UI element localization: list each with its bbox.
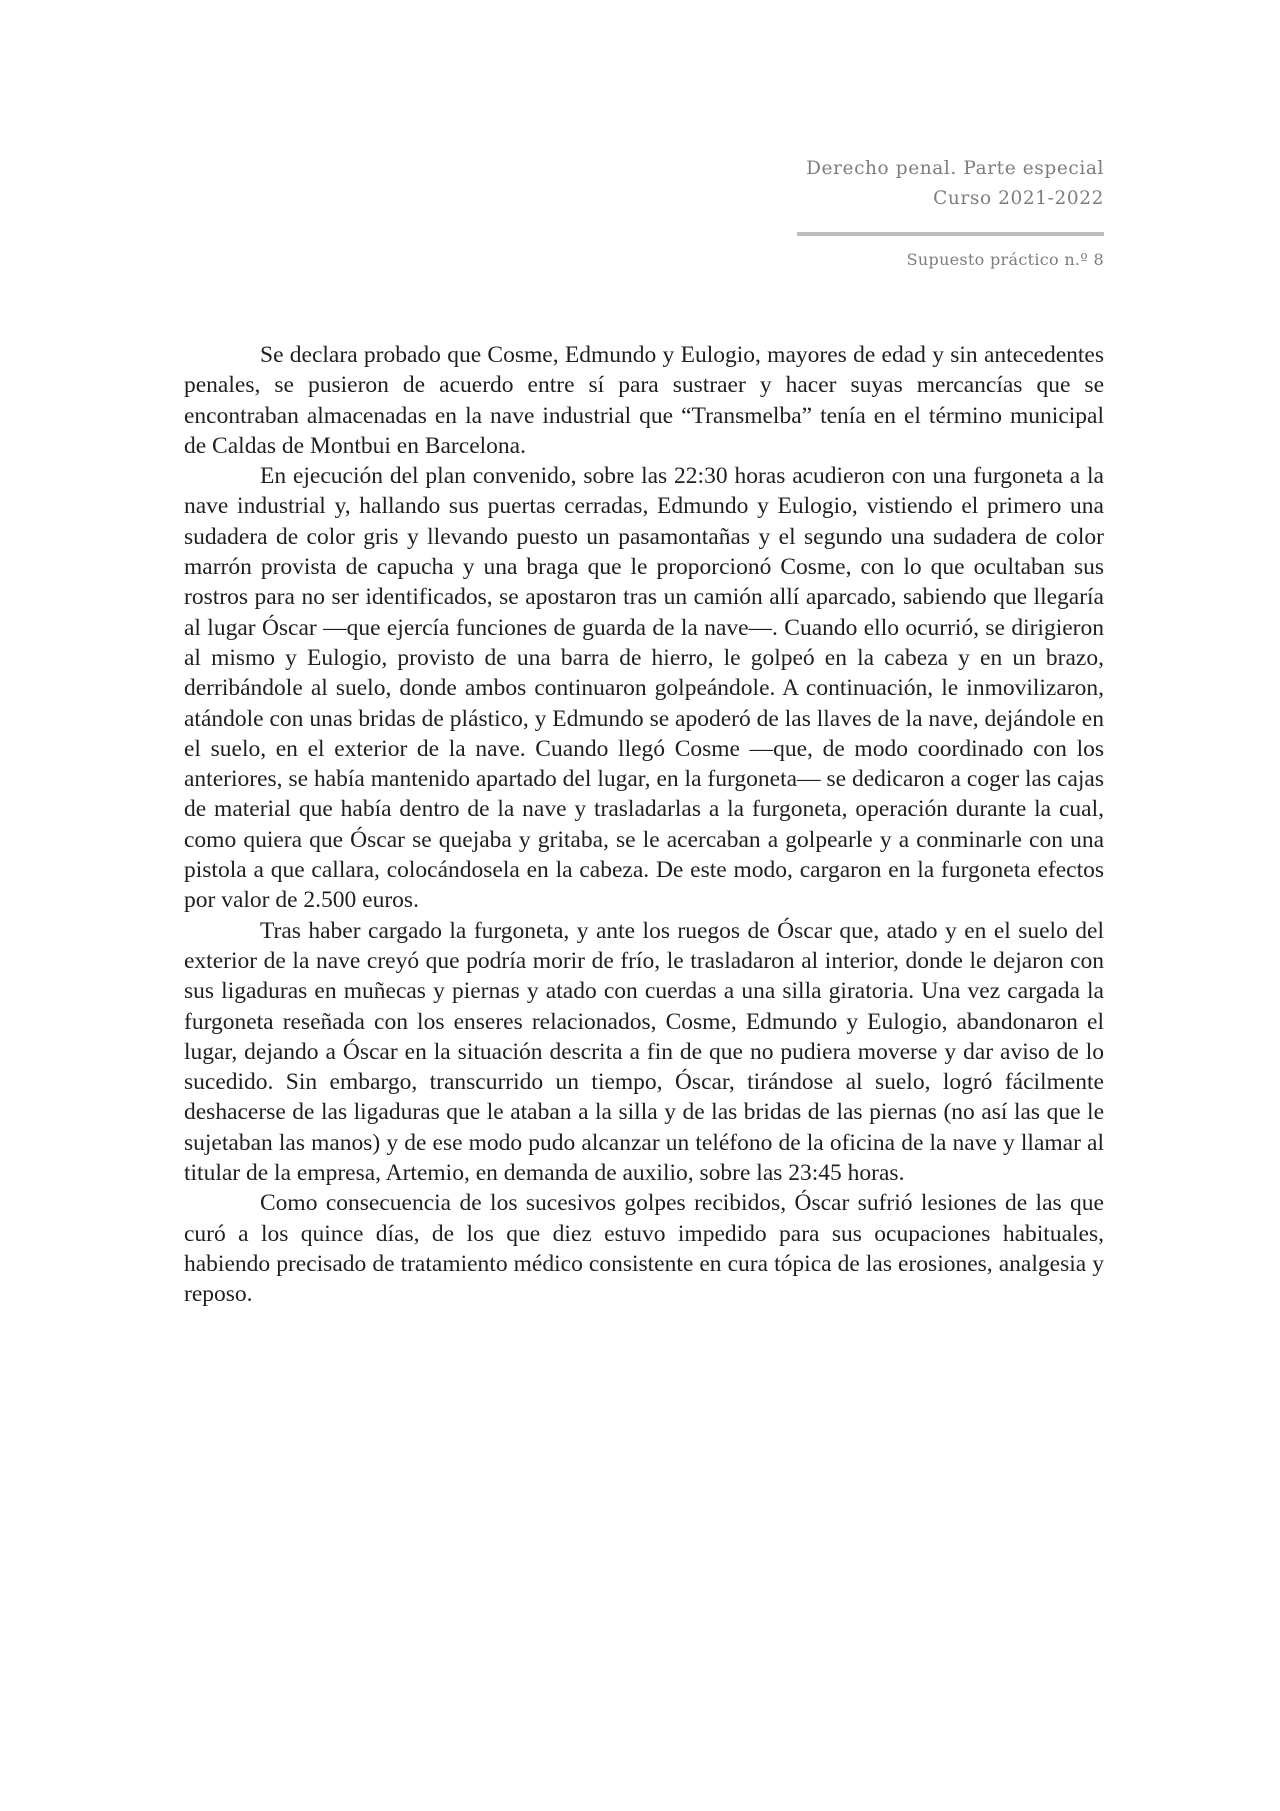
document-body	[184, 340, 1104, 1310]
paragraph: Tras haber cargado la furgoneta, y ante los ruegos de Óscar que, atado y en el suelo del exterior de la nave creyó que podría morir de frío, le trasladaron al interior, donde le dejaron con sus ligaduras en muñecas y piernas y atado con cuerdas a una silla giratoria. Una vez cargada la furgoneta reseñada con los enseres relacionados, Cosme, Edmundo y Eulogio, abandonaron el lugar, dejando a Óscar en la situación descrita a fin de que no pudiera moverse y dar aviso de lo sucedido. Sin embargo, transcurrido un tiempo, Óscar, tirándose al suelo, logró fácilmente deshacerse de las ligaduras que le ataban a la silla y de las bridas de las piernas (no así las que le sujetaban las manos) y de ese modo pudo alcanzar un teléfono de la oficina de la nave y llamar al titular de la empresa, Artemio, en demanda de auxilio, sobre las 23:45 horas.	[184, 917, 1104, 1187]
paragraph: En ejecución del plan convenido, sobre las 22:30 horas acudieron con una furgoneta a la nave industrial y, hallando sus puertas cerradas, Edmundo y Eulogio, vistiendo el primero una sudadera de color gris y llevando puesto un pasamontañas y el segundo una sudadera de color marrón provista de capucha y una braga que le proporcionó Cosme, con lo que ocultaban sus rostros para no ser identificados, se apostaron tras un camión allí aparcado, sabiendo que llegaría al lugar Óscar —que ejercía funciones de guarda de la nave—. Cuando ello ocurrió, se dirigieron al mismo y Eulogio, provisto de una barra de hierro, le golpeó en la cabeza y en un brazo, derribándole al suelo, donde ambos continuaron golpeándole. A continuación, le inmovilizaron, atándole con unas bridas de plástico, y Edmundo se apoderó de las llaves de la nave, dejándole en el suelo, en el exterior de la nave. Cuando llegó Cosme —que, de modo coordinado con los anteriores, se había mantenido apartado del lugar, en la furgoneta— se dedicaron a coger las cajas de material que había dentro de la nave y trasladarlas a la furgoneta, operación durante la cual, como quiera que Óscar se quejaba y gritaba, se le acercaban a golpearle y a conminarle con una pistola a que callara, colocándosela en la cabeza. De este modo, cargaron en la furgoneta efectos por valor de 2.500 euros.	[184, 463, 1104, 914]
page-header	[806, 154, 1104, 214]
paragraph: Como consecuencia de los sucesivos golpes recibidos, Óscar sufrió lesiones de las que curó a los quince días, de los que diez estuvo impedido para sus ocupaciones habituales, habiendo precisado de tratamiento médico consistente en cura tópica de las erosiones, analgesia y reposo.	[184, 1190, 1104, 1308]
header-divider	[797, 232, 1104, 236]
course-title: Derecho penal. Parte especial	[806, 158, 1104, 179]
paragraph: Se declara probado que Cosme, Edmundo y Eulogio, mayores de edad y sin antecedentes penales, se pusieron de acuerdo entre sí para sustraer y hacer suyas mercancías que se encontraban almacenadas en la nave industrial que “Transmelba” tenía en el término municipal de Caldas de Montbui en Barcelona.	[184, 342, 1104, 459]
course-year: Curso 2021-2022	[933, 188, 1104, 209]
case-label: Supuesto práctico n.º 8	[906, 250, 1104, 269]
